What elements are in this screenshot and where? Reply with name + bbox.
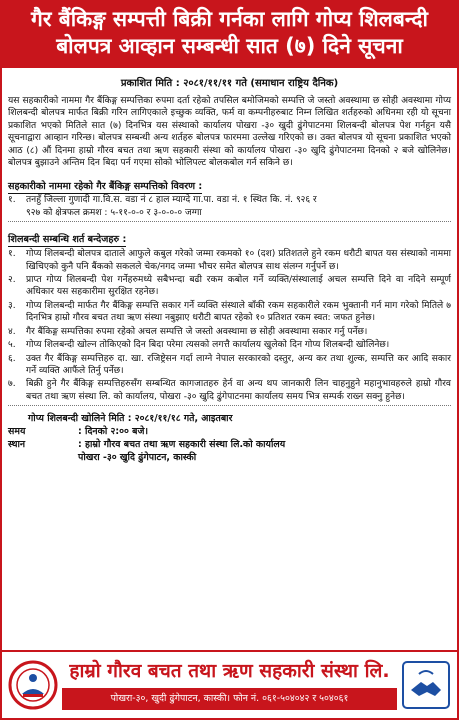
opening-time-label: समय [8, 426, 26, 438]
terms-item [8, 378, 451, 403]
handshake-icon [401, 660, 451, 710]
opening-place-value: : हाम्रो गौरव बचत तथा ऋण सहकारी संस्था लि.को कार्यालय [78, 439, 286, 451]
terms-item-number: ५. [8, 340, 16, 351]
terms-item-text: गोप्य शिलबन्दी मार्फत गैर बैंकिङ्ग सम्पत्ति सकार गर्ने व्यक्ति संस्थाले बाँकी रकम सहकारीले रकम भुक्तानी गर्न माग गरेको मितिले ७ दिनभित्र हाम्रो गौरव बचत तथा ऋण संस्था नबुझाए धरौटी बापत रहेको १० प्रतिशत रकम स्वत: जफत हुनेछ। [26, 300, 451, 324]
terms-item-text: गैर बैंकिङ्ग सम्पत्तिका रुपमा रहेको अचल सम्पत्ति जे जस्तो अवस्थामा छ सोही अवस्थामा सकार गर्नु पर्नेछ। [26, 326, 368, 337]
opening-date: गोप्य शिलबन्दी खोलिने मिति : २०८१/११/१८ गते, आइतबार [28, 413, 233, 425]
opening-place-label: स्थान [8, 439, 26, 451]
property-item-line1: तनहुँ जिल्ला गुणादी गा.वि.स. वडा नं ८ हाल म्याग्दे गा.पा. वडा नं. १ स्थित कि. नं. ९२६ र [26, 195, 317, 206]
published-date-value: २०८१/११/११ गते (समाधान राष्ट्रिय दैनिक) [183, 78, 339, 89]
property-section [8, 174, 451, 222]
opening-place-row-2 [8, 451, 451, 464]
notice-title-line1: गैर बैंकिङ्ग सम्पत्ती बिक्री गर्नका लागि गोप्य शिलबन्दी [31, 7, 428, 31]
opening-time-row [8, 425, 451, 438]
opening-place-row [8, 438, 451, 451]
terms-section [8, 227, 451, 406]
notice-title-line2: बोलपत्र आव्हान सम्बन्धी सात (७) दिने सूचना [56, 34, 403, 58]
opening-place-value-2: पोखरा -३० खुदि ढुंगेपाटन, कास्की [78, 452, 197, 464]
terms-item-text: उक्त गैर बैंकिङ्ग सम्पत्तिहरु दा. खा. रजिष्ट्रेसन गर्दा लाग्ने नेपाल सरकारको दस्तुर, अन्य कर तथा शुल्क, सम्पत्ति कर आदि सकार गर्ने व्यक्ति आफैंले तिर्नु पर्नेछ। [26, 353, 451, 376]
property-item-number: १. [8, 195, 16, 206]
terms-item-text: गोप्य शिलबन्दी बोलपत्र दाताले आफुले कबुल गरेको जम्मा रकमको १० (दश) प्रतिशतले हुने रकम धरौटी बापत यस संस्थाको नाममा खिचिएको कुनै पनि बैंकको सकलले चेक/नगद जम्मा भौचर समेत बोलपत्र साथ संलग्न गर्नुपर्ने छ। [26, 249, 451, 272]
terms-item-number: ४. [8, 326, 16, 337]
published-date [8, 77, 451, 91]
terms-item-text: प्राप्त गोप्य शिलबन्दी पेश गर्नेहरुमध्ये सबैभन्दा बढी रकम कबोल गर्ने व्यक्ति/संस्थालाई अचल सम्पत्ति दिने वा नदिने सम्पूर्ण अधिकार यस सहकारीमा सुरक्षित रहनेछ। [26, 275, 451, 298]
organization-name: हाम्रो गौरव बचत तथा ऋण सहकारी संस्था लि. [69, 660, 390, 682]
organization-address: पोखरा-३०, खुदी ढुंगेपाटन, कास्की। फोन नं. ०६१-५०४०४२ र ५०४०६१ [62, 688, 397, 710]
cooperative-seal-icon [8, 660, 58, 710]
terms-item [8, 339, 451, 351]
terms-item-number: २. [8, 275, 16, 286]
terms-item-number: ३. [8, 300, 16, 311]
divider [8, 219, 451, 222]
terms-item [8, 300, 451, 325]
terms-item [8, 353, 451, 378]
terms-item-text: बिक्री हुने गैर बैंकिङ्ग सम्पत्तिहरुसँग सम्बन्धित कागजातहरु हेर्न वा अन्य थप जानकारी लिन चाहनुहुने महानुभावहरुले हाम्रो गौरव बचत तथा ऋण संस्था लि. को कार्यालय, पोखरा -३० खुदि ढुंगेपाटनमा कार्यालय समय भित्र सम्पर्क राख्न सक्नु हुनेछ। [26, 379, 451, 402]
footer [0, 650, 459, 720]
property-item-line2: ९२७ को क्षेत्रफल क्रमश : ५-११-०-० र ३-०-०-० जग्गा [26, 207, 202, 218]
terms-item [8, 248, 451, 273]
terms-item [8, 326, 451, 338]
property-section-title: सहकारीको नाममा रहेको गैर बैंकिङ्ग सम्पत्तिको विवरण : [8, 181, 203, 193]
notice-body [0, 68, 459, 650]
terms-section-title: शिलबन्दी सम्बन्धि शर्त बन्देजहरु : [8, 234, 127, 246]
intro-paragraph: यस सहकारीको नाममा गैर बैंकिङ्ग सम्पत्तिका रुपमा दर्ता रहेको तपसिल बमोजिमको सम्पत्ति जे जस्तो अवस्थामा छ सोही अवस्थामा गोप्य शिलबन्दी बोलपत्र मार्फत बिक्री गरिन लागिएकाले इच्छुक व्यक्ति, फर्म वा कम्पनीहरुबाट निम्न लिखित शर्तहरुको अधिनमा रही यो सूचना प्रकाशित भएको मितिले सात (७) दिनभित्र यस संस्थाको कार्यालय पोखरा -३० खुदी ढुंगेपाटनमा शिलबन्दी बोलपत्र पेश गर्नहुन यसै सूचनाद्वारा आव्हान गरिन्छ। बोलपत्र सम्बन्धी अन्य शर्तहरु बोलपत्र फारममा उल्लेख गरिएको छ। उक्त बोलपत्र यो सूचना प्रकाशित भएको आठ (८) औं दिनमा हाम्रो गौरव बचत तथा ऋण सहकारी संस्था को कार्यालय पोखरा -३० खुदि ढुंगेपाटनमा दिनको २ बजे खोलिनेछ। बोलपत्र बुझाउने अन्तिम दिन बिदा पर्न गएमा सोको भोलिपल्ट बोलकबोल गर्न सकिने छ। [8, 96, 451, 169]
notice-header [0, 0, 459, 68]
terms-item-number: १. [8, 249, 16, 260]
divider [8, 403, 451, 406]
terms-item-number: ७. [8, 379, 16, 390]
terms-item-text: गोप्य शिलबन्दी खोल्न तोकिएको दिन बिदा परेमा त्यसको लगत्तै कार्यालय खुलेको दिन गोप्य शिलबन्दी खोलिनेछ। [26, 340, 390, 351]
opening-time-value: : दिनको २:०० बजे। [78, 426, 149, 438]
opening-details [8, 412, 451, 464]
property-item [8, 194, 451, 206]
published-date-label: प्रकाशित मिति : [120, 78, 184, 89]
terms-item [8, 274, 451, 299]
terms-item-number: ६. [8, 353, 16, 364]
